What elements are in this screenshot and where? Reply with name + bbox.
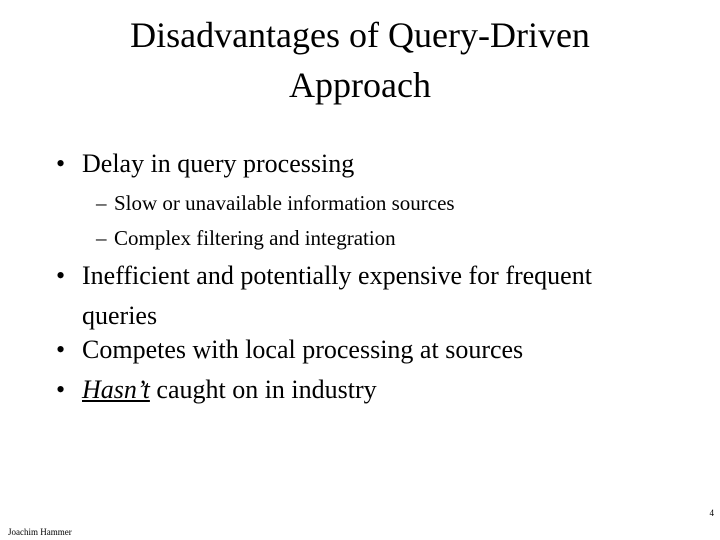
bullet-text-rest: caught on in industry — [149, 375, 377, 404]
slide-title — [40, 10, 680, 110]
sub-mark: – — [96, 191, 107, 215]
bullet-hasnt-caught-on — [56, 370, 642, 410]
bullet-mark: • — [56, 149, 66, 178]
subitem-slow-sources — [96, 185, 455, 221]
bullet-delay — [56, 144, 642, 184]
bullet-mark: • — [56, 261, 66, 290]
bullet-text-line-1: Inefficient and potentially expensive for frequent — [82, 261, 592, 290]
title-line-1: Disadvantages of Query-Driven — [130, 15, 590, 55]
bullet-text — [82, 256, 642, 336]
subitem-complex-filtering — [96, 220, 396, 256]
bullet-text: Delay in query processing — [82, 149, 355, 178]
page-number: 4 — [709, 508, 714, 518]
footer-author: Joachim Hammer — [8, 527, 72, 537]
bullet-mark: • — [56, 375, 66, 404]
bullet-inefficient — [56, 256, 642, 336]
bullet-text — [82, 370, 642, 410]
bullet-competes — [56, 330, 642, 370]
bullet-mark: • — [56, 335, 66, 364]
sub-mark: – — [96, 226, 107, 250]
bullet-emphasis: Hasn’t — [82, 375, 150, 404]
bullet-text: Competes with local processing at sources — [82, 335, 524, 364]
subitem-text: Slow or unavailable information sources — [114, 191, 455, 215]
title-line-2: Approach — [289, 65, 431, 105]
subitem-text: Complex filtering and integration — [114, 226, 396, 250]
bullet-text-line-2: queries — [82, 301, 158, 330]
